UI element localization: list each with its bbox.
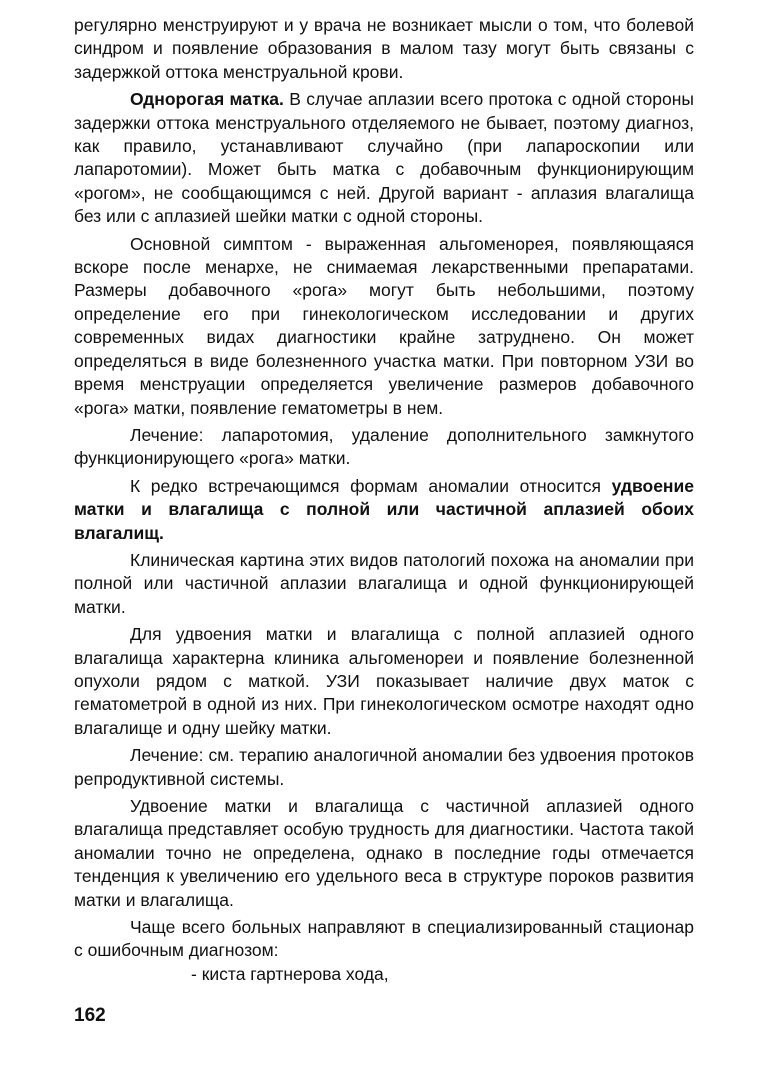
paragraph-treatment-2 [74, 744, 694, 791]
paragraph-text: Основной симптом - выраженная альгоменорея, появляющаяся вскоре после менархе, не снимаемая лекарственными препаратами. Размеры добавочного «рога» могут быть небольшими, поэтому определение его при гинекологическом исследовании и других современных видах диагностики крайне затруднено. Он может определяться в виде болезненного участка матки. При повторном УЗИ во время менструации определяется увеличение размеров добавочного «рога» матки, появление гематометры в нем. [74, 233, 694, 418]
paragraph-clinical-picture [74, 549, 694, 619]
paragraph-unicorn-uterus [74, 88, 694, 228]
paragraph-text: К редко встречающимся формам аномалии относится [130, 475, 601, 496]
paragraph-partial-aplasia [74, 795, 694, 912]
paragraph-treatment-1 [74, 424, 694, 471]
section-heading-double-uterus: удвоение матки и влагалища с полной или частичной аплазией обоих влагалищ. [74, 475, 694, 543]
paragraph-text: Лечение: лапаротомия, удаление дополнительного замкнутого функционирующего «рога» матки. [74, 424, 694, 469]
paragraph-text: Чаще всего больных направляют в специализированный стационар с ошибочным диагнозом: [74, 917, 694, 961]
paragraph-main-symptom [74, 233, 694, 420]
page-body [74, 14, 694, 986]
paragraph-misdiagnosis [74, 916, 694, 963]
paragraph-text: Лечение: см. терапию аналогичной аномалии без удвоения протоков репродуктивной системы. [74, 745, 694, 789]
paragraph-text: регулярно менструируют и у врача не возникает мысли о том, что болевой синдром и появление образования в малом тазу могут быть связаны с задержкой оттока менструальной крови. [74, 15, 694, 82]
paragraph-text: В случае аплазии всего протока с одной стороны задержки оттока менструального отделяемого не бывает, поэтому диагноз, как правило, устанавливают случайно (при лапароскопии или лапаротомии). Может быть матка с добавочным функционирующим «рогом», не сообщающимся с ней. Другой вариант - аплазия влагалища без или с аплазией шейки матки с одной стороны. [74, 89, 695, 227]
paragraph-text: Клиническая картина этих видов патологий похожа на аномалии при полной или частичной аплазии влагалища и одной функционирующей матки. [74, 549, 694, 617]
paragraph-rare-forms [74, 475, 694, 545]
paragraph-text: Удвоение матки и влагалища с частичной аплазией одного влагалища представляет особую трудность для диагностики. Частота такой аномалии точно не определена, однако в последние годы отмечается тенденция к увеличению его удельного веса в структуре пороков развития матки и влагалища. [74, 796, 694, 910]
section-heading-unicorn-uterus: Однорогая матка. [130, 89, 284, 110]
list-item [74, 963, 694, 986]
page-number: 162 [74, 1005, 106, 1026]
paragraph-continuation [74, 14, 694, 84]
paragraph-full-aplasia [74, 623, 694, 740]
list-item-text: - киста гартнерова хода, [191, 963, 389, 984]
paragraph-text: Для удвоения матки и влагалища с полной аплазией одного влагалища характерна клиника альгоменореи и появление болезненной опухоли рядом с маткой. УЗИ показывает наличие двух маток с гематометрой в одной из них. При гинекологическом осмотре находят одно влагалище и одну шейку матки. [74, 624, 694, 738]
